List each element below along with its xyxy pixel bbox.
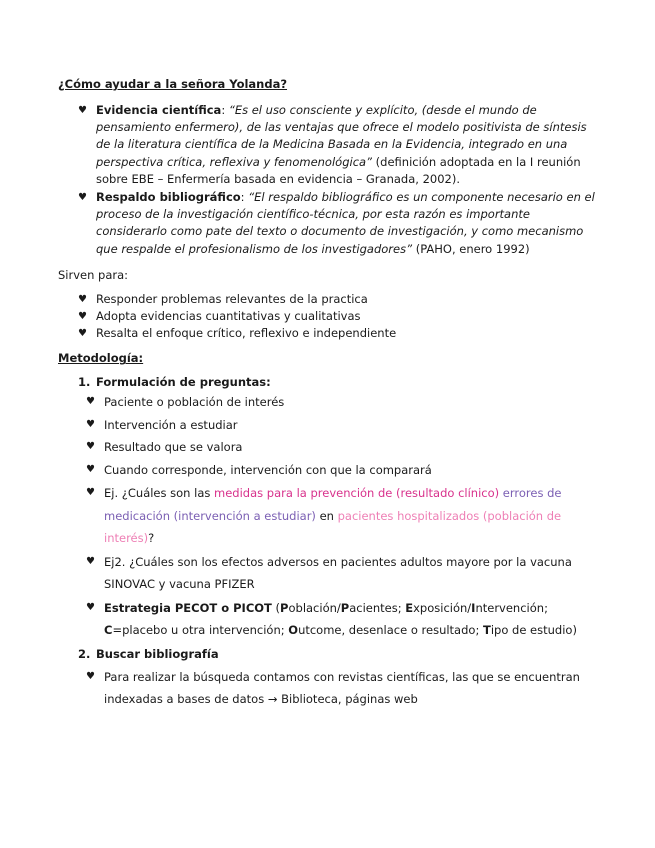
list-item-text: Responder problemas relevantes de la practica: [96, 291, 368, 306]
example-text: Ej2. ¿Cuáles son los efectos adversos en pacientes adultos mayore por la vacuna SINOVAC y vacuna PFIZER: [104, 554, 572, 592]
text-fragment: oblación/: [288, 600, 341, 615]
example-text: ?: [148, 531, 155, 546]
step-title: Formulación de preguntas:: [96, 375, 271, 390]
example-1: [58, 482, 598, 550]
step-number: 2.: [78, 646, 91, 661]
text-fragment: =placebo u otra intervención;: [112, 623, 289, 638]
list-item: [58, 459, 598, 482]
list-item: [58, 436, 598, 459]
heart-icon: ♥: [78, 311, 87, 323]
text-fragment: ntervención;: [475, 600, 548, 615]
strategy-label: Estrategia PECOT o PICOT: [104, 600, 272, 615]
letter-p: P: [340, 600, 350, 615]
heart-icon: ♥: [86, 441, 95, 453]
heart-icon: ♥: [86, 487, 95, 499]
definition-source: (definición adoptada en la I reunión sobre EBE – Enfermería basada en evidencia – Granada, 2002).: [96, 154, 581, 186]
list-item-text: Resultado que se valora: [104, 440, 243, 455]
list-item: [58, 666, 598, 711]
heart-icon: ♥: [86, 418, 95, 430]
list-item: [58, 308, 598, 325]
letter-e: E: [405, 600, 414, 615]
highlight-intervention: errores de medicación (intervención a estudiar): [104, 486, 562, 523]
metodologia-title: Metodología:: [58, 351, 144, 366]
heart-icon: ♥: [78, 293, 87, 305]
letter-i: I: [471, 600, 476, 615]
example-2: [58, 551, 598, 596]
list-item: [58, 325, 598, 342]
text-fragment: utcome, desenlace o resultado;: [298, 623, 483, 638]
pecot-strategy: [58, 597, 598, 642]
list-item-text: Intervención a estudiar: [104, 417, 238, 432]
step-number: 1.: [78, 375, 91, 390]
highlight-outcome: medidas para la prevención de (resultado clínico): [214, 486, 503, 501]
letter-o: O: [288, 623, 299, 638]
list-item: [58, 391, 598, 414]
example-text: en: [315, 508, 338, 523]
heart-icon: ♥: [86, 555, 95, 567]
term-label: Respaldo bibliográfico: [96, 190, 241, 205]
list-item-text: Paciente o población de interés: [104, 395, 285, 410]
step-title: Buscar bibliografía: [96, 646, 219, 661]
definition-quote: “Es el uso consciente y explícito, (desde el mundo de pensamiento enfermero), de las ventajas que ofrece el modelo positivista de síntesis de la literatura científica de la Medicina Basada en la Evidencia, integrado en una perspectiva crítica, reflexiva y fenomenológica”: [96, 103, 587, 169]
list-item-text: Adopta evidencias cuantitativas y cualitativas: [96, 309, 361, 324]
definitions-list: [58, 102, 598, 258]
text-fragment: ipo de estudio): [490, 623, 577, 638]
term-label: Evidencia científica: [96, 103, 222, 117]
step2-list: [58, 666, 598, 711]
letter-p: P: [280, 600, 289, 615]
section-title: ¿Cómo ayudar a la señora Yolanda?: [58, 77, 288, 91]
term-separator: :: [240, 190, 249, 205]
sirven-title: Sirven para:: [58, 267, 129, 282]
definition-source: (PAHO, enero 1992): [412, 241, 530, 256]
heart-icon: ♥: [86, 670, 95, 682]
list-item-text: Cuando corresponde, intervención con que la comparará: [104, 462, 432, 477]
sirven-list: [58, 291, 598, 343]
example-text: Ej. ¿Cuáles son las: [104, 486, 215, 501]
text-fragment: acientes;: [349, 600, 406, 615]
step-heading: [58, 374, 598, 391]
heart-icon: ♥: [78, 328, 87, 340]
list-item-respaldo: [58, 189, 598, 258]
list-item-text: Para realizar la búsqueda contamos con revistas científicas, las que se encuentran indexadas a bases de datos → Biblioteca, páginas web: [104, 669, 580, 707]
heart-icon: ♥: [78, 192, 87, 204]
heart-icon: ♥: [86, 463, 95, 475]
letter-c: C: [104, 623, 113, 638]
list-item-text: Resalta el enfoque crítico, reflexivo e independiente: [96, 326, 397, 341]
letter-t: T: [482, 623, 491, 638]
heart-icon: ♥: [86, 396, 95, 408]
list-item: [58, 291, 598, 308]
text-fragment: xposición/: [413, 600, 472, 615]
term-separator: :: [221, 103, 229, 117]
step1-list: [58, 391, 598, 642]
text-fragment: (: [271, 600, 281, 615]
list-item-evidencia: [58, 102, 598, 188]
heart-icon: ♥: [86, 601, 95, 613]
highlight-population: pacientes hospitalizados (población de interés): [104, 508, 562, 546]
step-heading: [58, 646, 598, 663]
list-item: [58, 414, 598, 437]
document-content: [58, 76, 598, 711]
definition-quote: “El respaldo bibliográfico es un componente necesario en el proceso de la investigación científico-técnica, por esta razón es importante considerarlo como pate del texto o documento de investigación, y como mecanismo que respalde el profesionalismo de los investigadores”: [96, 190, 595, 256]
heart-icon: ♥: [78, 105, 87, 116]
